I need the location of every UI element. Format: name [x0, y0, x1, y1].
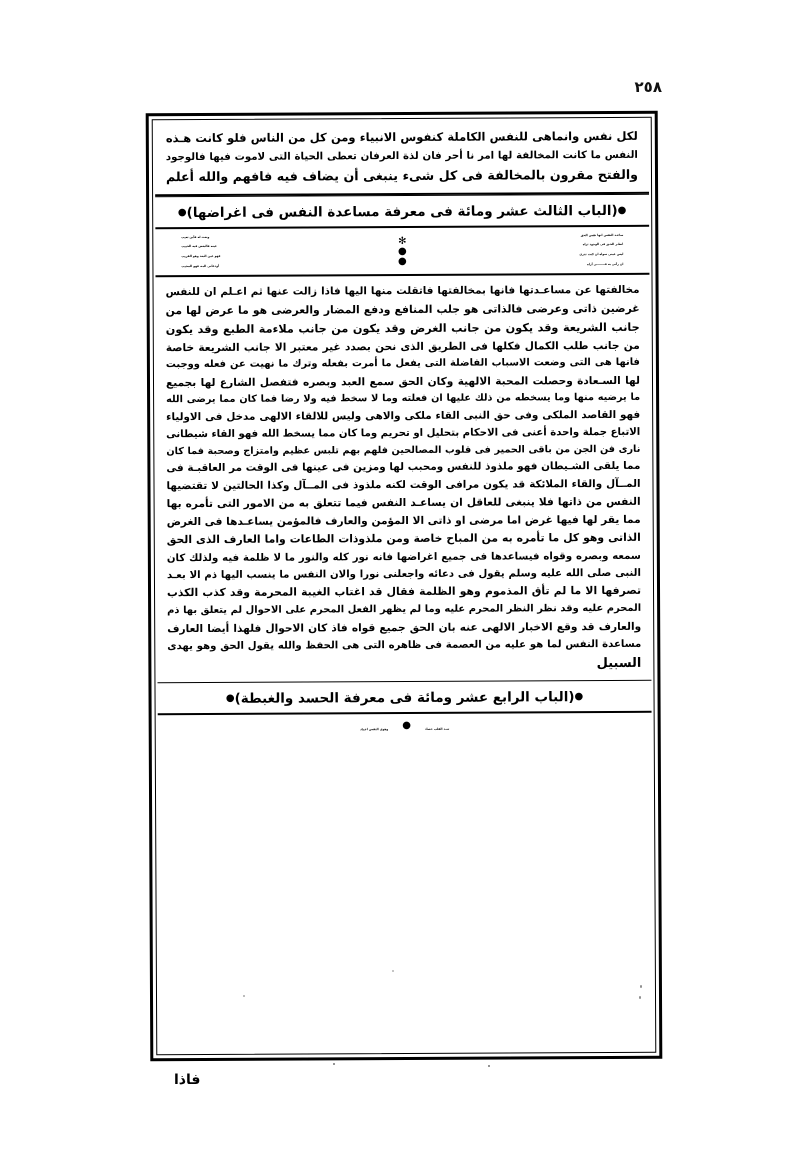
verse-separator: ●: [397, 245, 407, 257]
heading-dot-left: ●: [617, 204, 627, 216]
heading-title: (الباب الرابع عشر ومائة فى معرفة الحسد والغبطة): [234, 689, 575, 708]
couplet-separator: ●: [402, 720, 412, 732]
scan-speckle: [488, 1065, 490, 1067]
text-line: الاتباع جملة واحدة أعنى فى الاحكام بتحليل او تحريم وما كان مما يسخط الله فهو القاء شيطانى: [166, 427, 641, 441]
heading-dot-right: ●: [225, 693, 235, 705]
text-line: والعارف قد وقع الاخبار الالهى عنه بان الحق جميع قواه فاذ كان الاحوال فلهذا أيضا العارف: [167, 620, 642, 635]
chapter-heading-113: [155, 194, 649, 229]
text-line: فهو القاصد الملكى وفى حق النبى القاء ملكى والاهى وليس للالقاء الالهى مدخل فى الاولياء: [166, 408, 641, 423]
verse-hemistich-left: فهو عين البعد وهو القريب: [181, 253, 221, 258]
closing-couplet: [158, 713, 652, 739]
text-line: مما يقر لها فيها غرض اما مرضى او ذاتى الا المؤمن والعارف فالمؤمن يساعـدها فى الغرض: [166, 514, 641, 529]
scan-speckle: [243, 995, 245, 997]
body-paragraph: [155, 275, 651, 683]
text-line: والفتح مقرون بالمخالفة فى كل شىء ينبغى أن يضاف فيه فافهم والله أعلم: [165, 167, 639, 185]
scan-speckle: [333, 1063, 335, 1065]
catchword: فاذا: [174, 1072, 201, 1088]
scan-speckle: [392, 970, 394, 972]
verse-hemistich-right: ليس عينى سواه ان كنت تدرى: [579, 251, 624, 257]
text-line: مساعدة النفس لما هو عليه من العصمة فى ظاهره التى هى الحفظ والله يقول الحق وهو يهدى: [167, 638, 642, 652]
text-line: النبى صلى الله عليه وسلم يقول فى دعائه واجعلنى نورا والان النفس ما ينسب اليها ذم الا بعـد: [166, 567, 641, 582]
text-line: نارى فن الجن من باقى الحمير فى قلوب المصالحين فلهم بهم تلبس عظيم وامتزاج وصحبة فما كان: [166, 443, 641, 457]
text-line: غرضين ذاتى وعرضى فالذاتى هو جلب المنافع ودفع المضار والعرضى هو ما عرض لها من: [165, 301, 640, 317]
text-line: المــآل والقاء الملائكة قد يكون مرافى الوقت لكنه ملذوذ فى المــآل وكذا الحالتين لا تقتضيها: [166, 477, 641, 492]
text-line: لها السـعادة وحصلت المحبة الالهية وكان الحق سمع العبد وبصره فتفصل الشارع لها بجميع: [165, 374, 641, 390]
couplet-hemistich-left: وهوى النفس اعماد: [360, 727, 389, 732]
couplet-hemistich-right: سـد القلب حصاد: [425, 726, 450, 732]
verse-hemistich-left: أودعانى البـه فهو المجيب: [181, 263, 220, 268]
text-line: النفس من ذاتها فلا ينبغى للعاقل ان يساعـد النفس فيما تتعلق به من الامور التى تأمره بها: [166, 496, 641, 511]
verse-separator: ✻: [398, 235, 407, 247]
text-line: فانها هى التى وضعت الاسباب الفاضلة التى يفعل ما أمرت بفعله وترك ما نهيت عن فعله ووجبت: [165, 356, 640, 371]
heading-title: (الباب الثالث عشر ومائة فى معرفة مساعدة النفس فى اغراضها): [186, 202, 618, 222]
text-line: مما يلقى الشـيطان فهو ملذوذ للنفس ومحبب لها ومزين فى عينها فى الوقت مر العاقبـة فى: [166, 459, 641, 475]
text-line: جانب الشريعة وقد يكون من جانب الغرض وقد يكون من جانب ملاءمة الطبع وقد يكون: [165, 320, 640, 337]
frame-inner: [155, 120, 654, 1052]
text-line: سمعه وبصره وقواه فيساعدها فى جميع اغراضها فانه نور كله والنور ما لا ظلمة فيه ولذلك كان: [166, 550, 641, 565]
verse-hemistich-left: ونعت له فأين تغيب: [181, 234, 210, 240]
text-line: مخالفتها عن مساعـدتها فانها بمخالفتها فاتقلت منها اليها فاذا زالت عنها ثم اعـلم ان للنفس: [165, 283, 640, 299]
text-line: من جانب طلب الكمال فكلها فى الطريق الذى نحن بصدد غير معتبر الا جانب الشريعة خاصة: [165, 339, 640, 355]
text-line: تصرفها الا ما لم تأق المذموم وهو الظلمة فقال قد اغتاب الغيبة المحرمة وقد كذب الكذب: [167, 584, 642, 600]
text-line: لكل نفس وانماهى للنفس الكاملة كنفوس الانبياء ومن كل من الناس فلو كانت هـذه: [165, 128, 638, 146]
text-line: ما يرضيه منها وما يسخطه من ذلك عليها ان فعلته وما لا سخط فيه ولا رضا فما كان مما يرضى الله: [166, 391, 641, 406]
text-line: المحرم عليه وقد نظر النظر المحرم عليه وما لم يظهر الفعل المحرم على الاحوال لم يتعلق بها ذم: [167, 602, 642, 616]
text-line: السبيل: [596, 655, 642, 672]
verse-separator: ●: [398, 255, 407, 267]
scan-speckle: [640, 985, 642, 988]
top-paragraph: [155, 120, 649, 196]
verse-hemistich-right: ان رآنى به فــــــــى أراه: [587, 261, 624, 267]
scan-speckle: [639, 996, 641, 999]
verse-hemistich-right: ساعـد النفس انها نفس الحق: [580, 232, 624, 238]
text-line: الذاتى وهو كل ما تأمره به من المباح خاصة ومن ملذوذات الطاعات واما العارف الذى الحق: [166, 531, 641, 547]
verse-block: [155, 227, 649, 277]
heading-dot-right: ●: [177, 207, 187, 219]
verse-hemistich-right: انظـر الحـق فى الوجود تراه: [582, 241, 624, 247]
text-line: النفس ما كانت المخالفة لها امر نا أحر فان لذة العرفان تعطى الحياة التى لاموت فيها فالوجود: [165, 149, 638, 163]
heading-dot-left: ●: [574, 691, 584, 703]
chapter-heading-114-text: [226, 689, 583, 707]
page-number: ٢٥٨: [634, 78, 662, 96]
chapter-heading-113-text: [178, 203, 627, 221]
verse-hemistich-left: عينه فالبغض فيه الحبيب: [181, 243, 217, 248]
text-frame-border: [146, 111, 663, 1061]
chapter-heading-114: [157, 680, 651, 715]
